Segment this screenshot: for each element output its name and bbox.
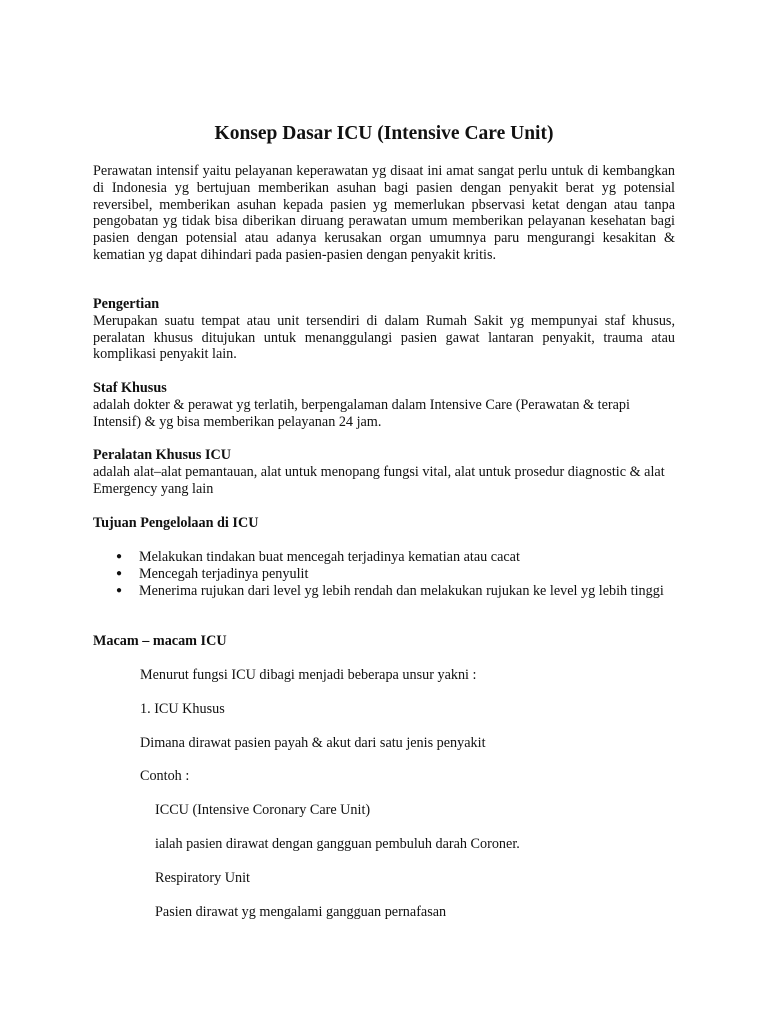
macam-item1-desc: Dimana dirawat pasien payah & akut dari satu jenis penyakit: [140, 735, 486, 751]
section-tujuan: [93, 515, 675, 532]
section-heading: Macam – macam ICU: [93, 633, 227, 649]
list-item-text: Mencegah terjadinya penyulit: [139, 565, 309, 582]
list-item: [93, 566, 675, 583]
section-heading: Tujuan Pengelolaan di ICU: [93, 515, 259, 531]
document-title: Konsep Dasar ICU (Intensive Care Unit): [214, 123, 554, 144]
macam-respiratory: Respiratory Unit: [155, 870, 250, 886]
list-item: [93, 583, 675, 600]
section-heading: Peralatan Khusus ICU: [93, 447, 231, 463]
macam-intro: Menurut fungsi ICU dibagi menjadi beberapa unsur yakni :: [140, 667, 477, 683]
section-staf-khusus: [93, 380, 675, 430]
section-heading: Pengertian: [93, 296, 160, 312]
bullet-icon: ●: [116, 551, 123, 562]
macam-respiratory-desc: Pasien dirawat yg mengalami gangguan pernafasan: [155, 904, 447, 920]
list-item-text: Menerima rujukan dari level yg lebih rendah dan melakukan rujukan ke level yg lebih tinggi: [139, 582, 664, 599]
section-body: adalah alat–alat pemantauan, alat untuk menopang fungsi vital, alat untuk prosedur diagnostic & alat Emergency yang lain: [93, 463, 665, 497]
section-peralatan: [93, 447, 675, 497]
section-heading: Staf Khusus: [93, 380, 167, 396]
tujuan-bullet-list: [93, 549, 675, 599]
bullet-icon: ●: [116, 584, 123, 596]
section-body: Merupakan suatu tempat atau unit tersendiri di dalam Rumah Sakit yg mempunyai staf khusus, peralatan khusus ditujukan untuk menanggulangi pasien gawat lantaran penyakit, trauma atau komplikasi penyakit lain.: [93, 312, 675, 363]
intro-paragraph: Perawatan intensif yaitu pelayanan keperawatan yg disaat ini amat sangat perlu untuk di kembangkan di Indonesia yg bertujuan memberikan asuhan bagi pasien dengan penyakit berat yg potensial reversibel, memberikan asuhan kepada pasien yg memerlukan pbservasi ketat dengan atau tanpa pengobatan yg tidak bisa diberikan diruang perawatan umum memberikan pelayanan kesehatan bagi pasien dengan potensial atau adanya kerusakan organ umumnya paru mengurangi kesakitan & kematian yg dapat dihindari pada pasien-pasien dengan penyakit kritis.: [93, 163, 675, 263]
macam-contoh: Contoh :: [140, 768, 190, 784]
macam-iccu-desc: ialah pasien dirawat dengan gangguan pembuluh darah Coroner.: [155, 836, 520, 852]
list-item: [93, 549, 675, 566]
macam-iccu: ICCU (Intensive Coronary Care Unit): [155, 802, 371, 818]
section-body: adalah dokter & perawat yg terlatih, berpengalaman dalam Intensive Care (Perawatan & terapi Intensif) & yg bisa memberikan pelayanan 24 jam.: [93, 396, 630, 430]
section-macam: [93, 633, 675, 650]
macam-item1: 1. ICU Khusus: [140, 701, 225, 717]
section-pengertian: [93, 296, 675, 363]
list-item-text: Melakukan tindakan buat mencegah terjadinya kematian atau cacat: [139, 549, 520, 565]
bullet-icon: ●: [116, 567, 123, 579]
